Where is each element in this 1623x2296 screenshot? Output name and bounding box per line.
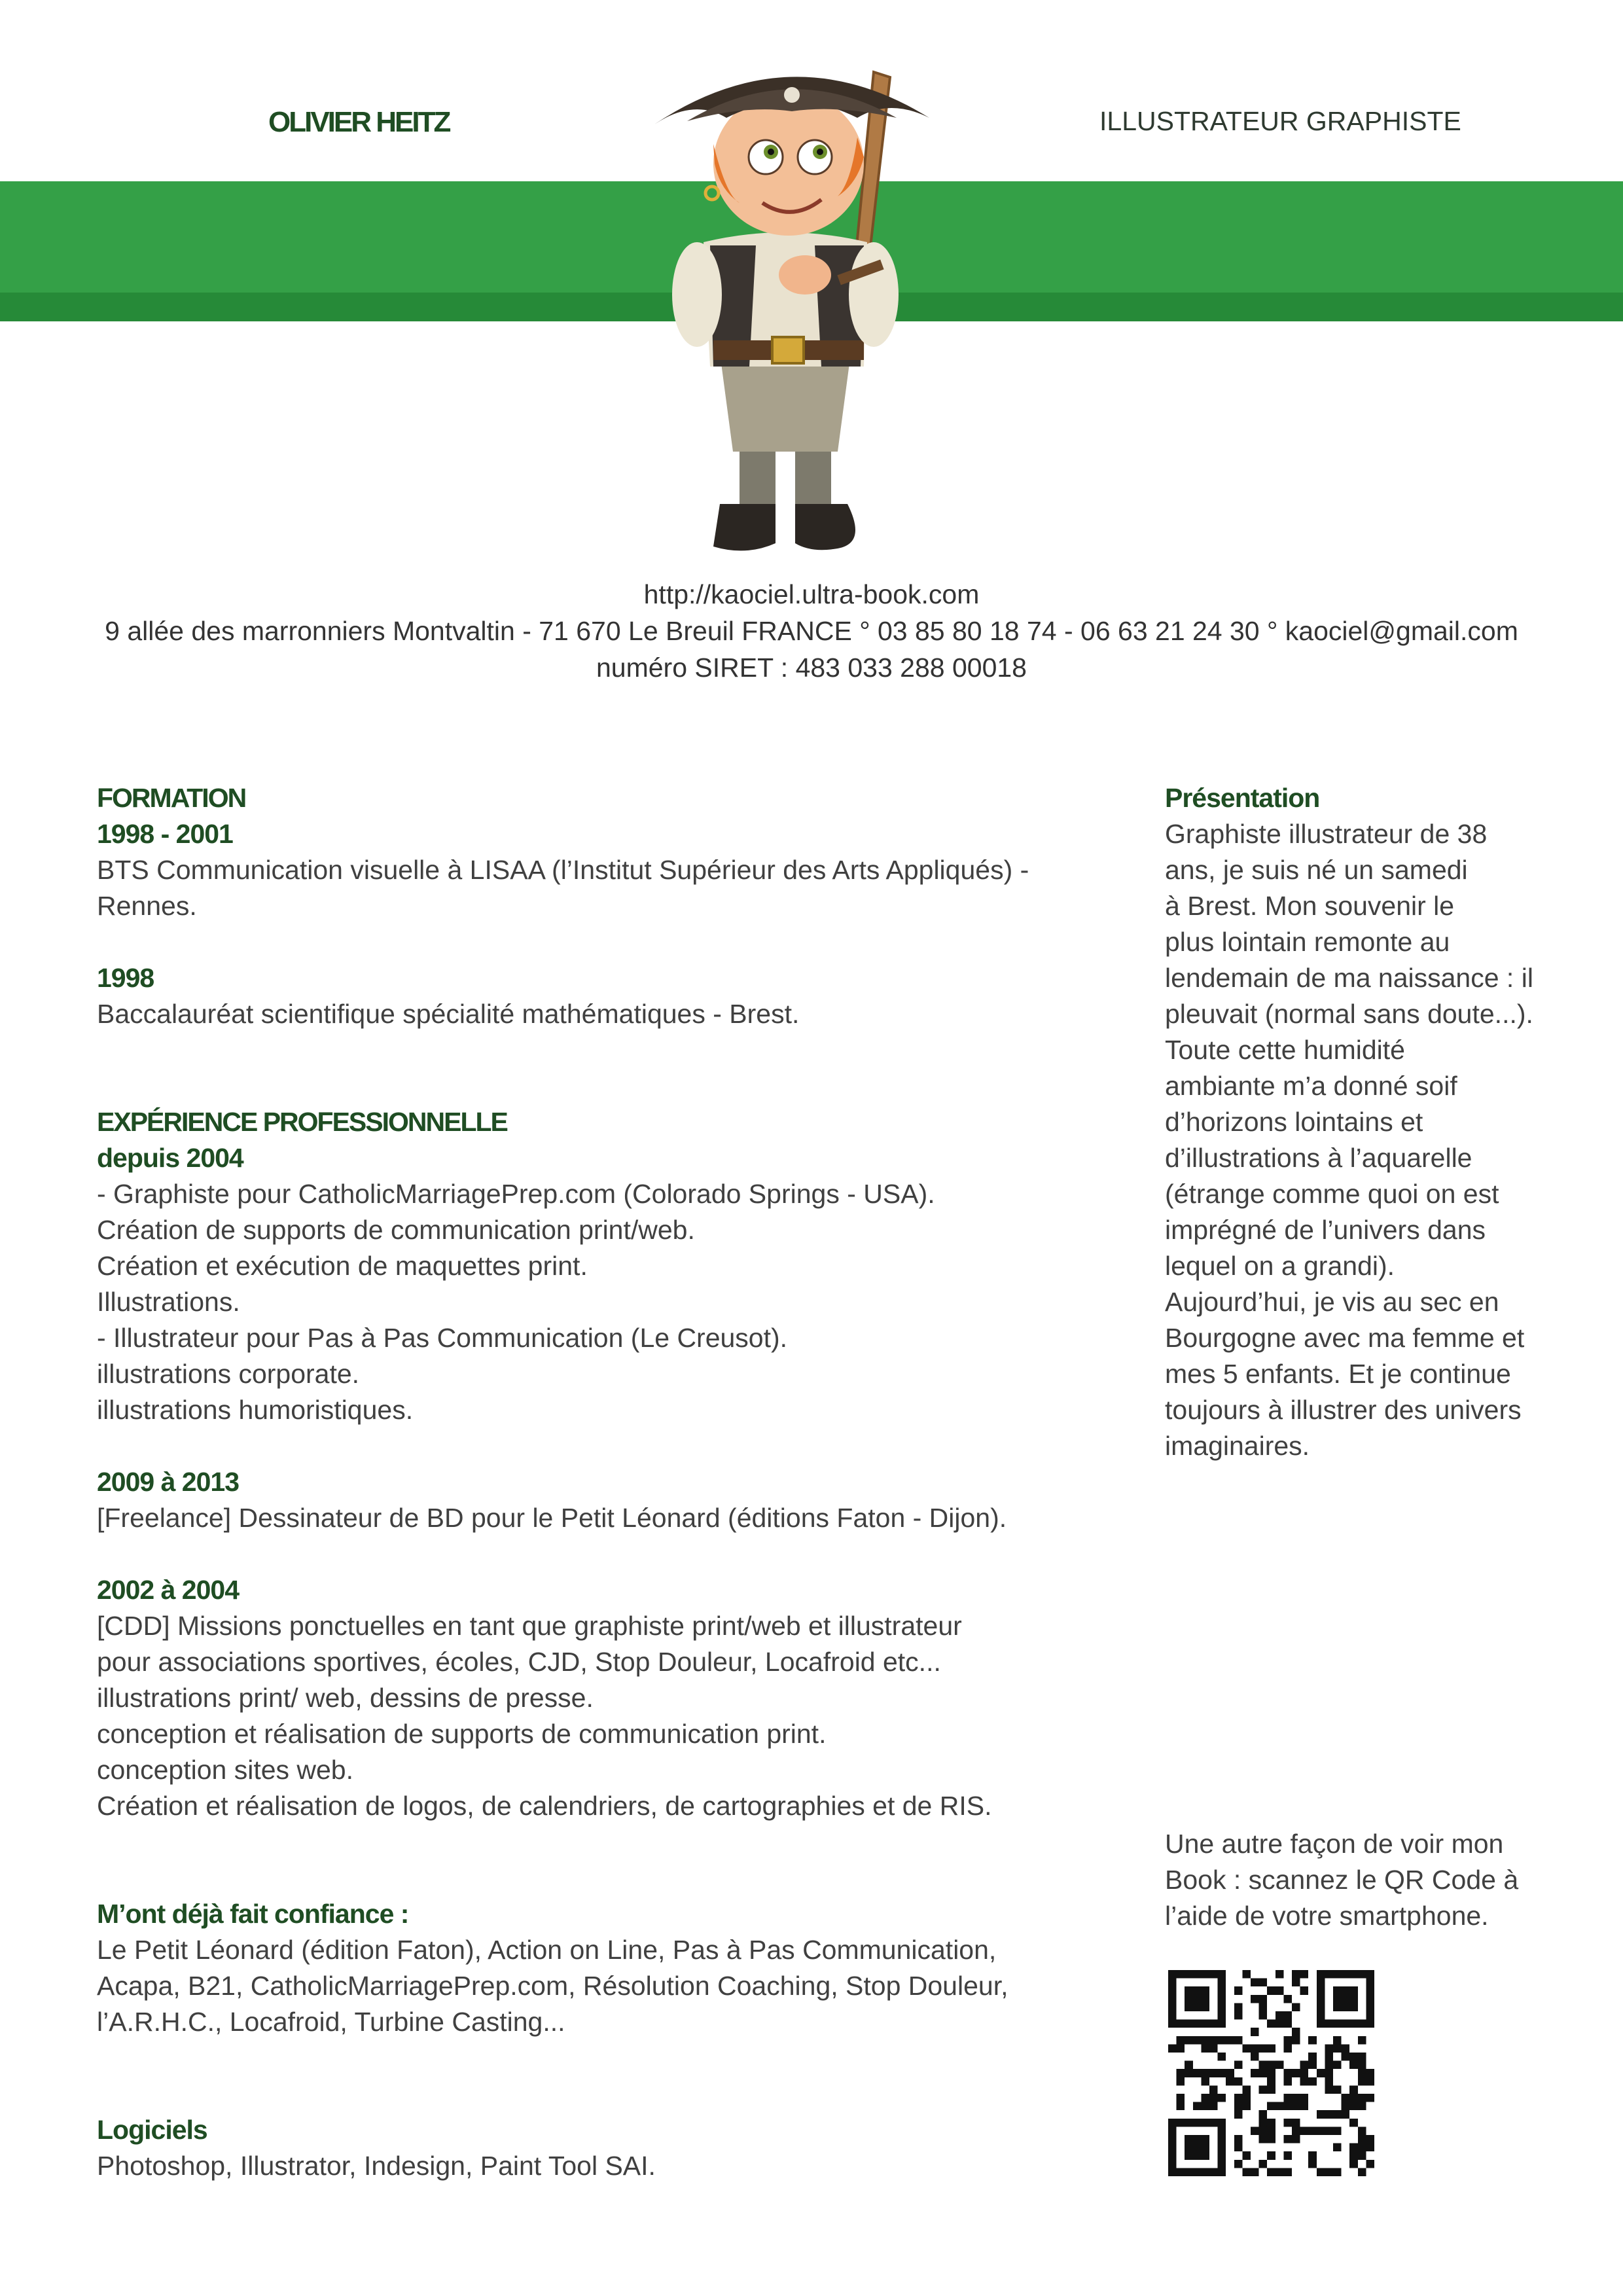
qr-code-icon[interactable] [1168,1970,1374,2176]
experience-years: depuis 2004 [97,1143,243,1173]
presentation-line: plus lointain remonte au [1165,927,1450,957]
presentation-line: d’illustrations à l’aquarelle [1165,1143,1472,1173]
experience-line: [Freelance] Dessinateur de BD pour le Petit Léonard (éditions Faton - Dijon). [97,1503,1007,1533]
presentation-line: Graphiste illustrateur de 38 [1165,819,1488,849]
presentation-line: Toute cette humidité [1165,1035,1405,1065]
clients-line: Acapa, B21, CatholicMarriagePrep.com, Résolution Coaching, Stop Douleur, [97,1971,1008,2001]
experience-line: illustrations humoristiques. [97,1395,414,1425]
presentation-line: mes 5 enfants. Et je continue [1165,1359,1511,1389]
presentation-heading: Présentation [1165,783,1320,813]
experience-line: illustrations print/ web, dessins de presse. [97,1683,594,1713]
presentation-line: (étrange comme quoi on est [1165,1179,1499,1209]
experience-line: [CDD] Missions ponctuelles en tant que graphiste print/web et illustrateur [97,1611,962,1641]
main-column [97,780,1079,2184]
presentation-line: ans, je suis né un samedi [1165,855,1468,885]
clients-line: Le Petit Léonard (édition Faton), Action on Line, Pas à Pas Communication, [97,1935,997,1965]
formation-line: BTS Communication visuelle à LISAA (l’Institut Supérieur des Arts Appliqués) - [97,855,1029,885]
presentation-line: pleuvait (normal sans doute...). [1165,999,1533,1029]
experience-line: - Graphiste pour CatholicMarriagePrep.com (Colorado Springs - USA). [97,1179,935,1209]
formation-years: 1998 [97,963,154,993]
experience-line: Création de supports de communication print/web. [97,1215,695,1245]
experience-line: conception sites web. [97,1755,354,1785]
formation-heading: FORMATION [97,783,246,813]
experience-line: Création et exécution de maquettes print. [97,1251,588,1281]
author-job-title: ILLUSTRATEUR GRAPHISTE [1099,106,1461,136]
qr-caption-line: l’aide de votre smartphone. [1165,1901,1489,1931]
presentation-line: lendemain de ma naissance : il [1165,963,1533,993]
formation-line: Baccalauréat scientifique spécialité mathématiques - Brest. [97,999,800,1029]
presentation-line: ambiante m’a donné soif [1165,1071,1457,1101]
experience-line: illustrations corporate. [97,1359,360,1389]
experience-heading: EXPÉRIENCE PROFESSIONNELLE [97,1107,507,1137]
qr-caption-line: Book : scannez le QR Code à [1165,1865,1519,1895]
software-line: Photoshop, Illustrator, Indesign, Paint Tool SAI. [97,2151,656,2181]
experience-line: Création et réalisation de logos, de calendriers, de cartographies et de RIS. [97,1791,992,1821]
experience-line: conception et réalisation de supports de communication print. [97,1719,827,1749]
presentation-line: imaginaires. [1165,1431,1310,1461]
presentation-line: imprégné de l’univers dans [1165,1215,1486,1245]
formation-line: Rennes. [97,891,197,921]
experience-years: 2002 à 2004 [97,1575,240,1605]
presentation-line: Bourgogne avec ma femme et [1165,1323,1525,1353]
presentation-column [1165,780,1571,1464]
qr-caption-line: Une autre façon de voir mon [1165,1829,1504,1859]
presentation-line: toujours à illustrer des univers [1165,1395,1522,1425]
contact-block [0,576,1623,686]
clients-line: l’A.R.H.C., Locafroid, Turbine Casting... [97,2007,565,2037]
experience-line: - Illustrateur pour Pas à Pas Communication (Le Creusot). [97,1323,788,1353]
software-heading: Logiciels [97,2115,207,2145]
pirate-mascot-illustration [641,59,942,563]
experience-years: 2009 à 2013 [97,1467,240,1497]
formation-years: 1998 - 2001 [97,819,233,849]
presentation-line: lequel on a grandi). [1165,1251,1395,1281]
presentation-line: d’horizons lointains et [1165,1107,1423,1137]
presentation-line: Aujourd’hui, je vis au sec en [1165,1287,1499,1317]
author-name: OLIVIER HEITZ [268,106,450,138]
experience-line: Illustrations. [97,1287,240,1317]
clients-heading: M’ont déjà fait confiance : [97,1899,409,1929]
presentation-line: à Brest. Mon souvenir le [1165,891,1455,921]
qr-caption [1165,1826,1571,1934]
address-line: 9 allée des marronniers Montvaltin - 71 670 Le Breuil FRANCE ° 03 85 80 18 74 - 06 63 21 24 30 ° kaociel@gmail.com [105,616,1518,646]
experience-line: pour associations sportives, écoles, CJD, Stop Douleur, Locafroid etc... [97,1647,941,1677]
website-link[interactable]: http://kaociel.ultra-book.com [643,579,980,609]
siret-number: numéro SIRET : 483 033 288 00018 [596,653,1027,683]
